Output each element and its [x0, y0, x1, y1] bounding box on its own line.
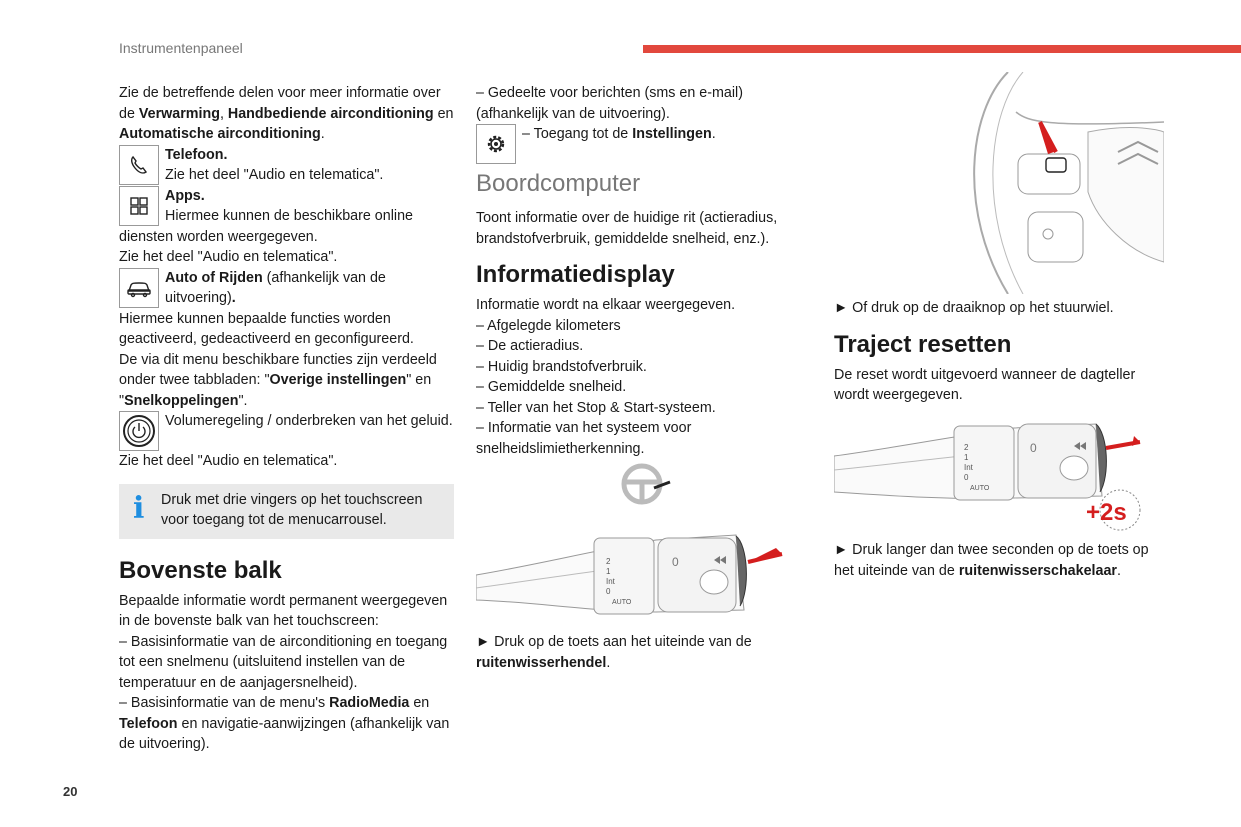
auto-end: .: [231, 290, 236, 306]
instellingen-row: – Toegang tot de Instellingen.: [476, 124, 796, 164]
column-middle: [476, 83, 796, 459]
auto-row: [119, 268, 454, 309]
steering-wheel-illustration: [968, 72, 1164, 294]
volume-ref: Zie het deel "Audio en telematica".: [119, 453, 338, 469]
instellingen-bold: Instellingen: [632, 126, 712, 142]
informatiedisplay-heading: Informatiedisplay: [476, 261, 675, 288]
bovenste-p2: – Basisinformatie van de airconditioning en toegang tot een snelmenu (uitsluitend instellen van de temperatuur en de aanjagersnelheid).: [119, 633, 448, 691]
stalk2-label-auto: AUTO: [970, 485, 990, 492]
telefoon-row: [119, 145, 454, 186]
stalk2-label-0: 0: [964, 473, 969, 482]
draaiknop-text: ► Of druk op de draaiknop op het stuurwiel.: [834, 300, 1114, 316]
svg-text:0: 0: [672, 555, 679, 569]
stalk-label-auto: AUTO: [612, 599, 632, 606]
auto-desc-tabs: De via dit menu beschikbare functies zijn verdeeld onder twee tabbladen: "Overige instellingen" en "Snelkoppelingen".: [119, 351, 437, 409]
info-intro: Informatie wordt na elkaar weergegeven.: [476, 297, 736, 313]
apps-title: Apps.: [165, 187, 205, 204]
stalk-label-int: Int: [606, 577, 615, 586]
power-volume-icon: [119, 411, 159, 451]
auto-desc: Hiermee kunnen bepaalde functies worden geactiveerd, gedeactiveerd en geconfigureerd.: [119, 310, 414, 347]
boordcomputer-text: Toont informatie over de huidige rit (actieradius, brandstofverbruik, gemiddelde snelheid, enz.).: [476, 210, 778, 247]
info-list-item: – Huidig brandstofverbruik.: [476, 358, 647, 375]
auto-text: (afhankelijk van de uitvoering): [165, 269, 386, 306]
info-icon: i: [133, 490, 145, 526]
auto-title: Auto of Rijden: [165, 269, 263, 286]
wiper-stalk-illustration-2: [834, 416, 1144, 532]
volume-row: [119, 411, 454, 451]
info-note-box: [119, 484, 454, 539]
boordcomputer-heading: Boordcomputer: [476, 170, 641, 197]
traject-text: De reset wordt uitgevoerd wanneer de dagteller wordt weergegeven.: [834, 366, 1136, 403]
info-list-item: – De actieradius.: [476, 338, 584, 354]
telefoon-title: Telefoon.: [165, 146, 228, 163]
traject-resetten-heading: Traject resetten: [834, 330, 1012, 358]
steering-wheel-icon: [618, 462, 672, 506]
svg-text:0: 0: [1030, 441, 1037, 455]
stalk-label-2: 2: [606, 557, 611, 566]
info-list-item: – Informatie van het systeem voor snelheidslimietherkenning.: [476, 420, 692, 457]
bovenste-balk-heading: Bovenste balk: [119, 556, 282, 584]
info-list-item: – Gemiddelde snelheid.: [476, 379, 627, 395]
bovenste-p1: Bepaalde informatie wordt permanent weergegeven in de bovenste balk van het touchscreen:: [119, 592, 448, 629]
instellingen-text: – Toegang tot de: [522, 126, 633, 142]
info-list-item: – Afgelegde kilometers: [476, 317, 621, 334]
stalk2-label-1: 1: [964, 453, 969, 462]
druk-paragraph: ► Druk op de toets aan het uiteinde van de ruitenwisserhendel.: [476, 634, 752, 671]
settings-gear-icon: [476, 124, 516, 164]
column-right: [834, 298, 1164, 406]
bovenste-p3: – Basisinformatie van de menu's RadioMedia en Telefoon en navigatie-aanwijzingen (afhankelijk van de uitvoering).: [119, 695, 450, 752]
stalk-label-0: 0: [606, 587, 611, 596]
volume-text: Volumeregeling / onderbreken van het geluid.: [165, 413, 453, 429]
apps-text: Hiermee kunnen de beschikbare online: [165, 208, 413, 224]
section-title: Instrumentenpaneel: [119, 40, 243, 56]
header-accent-bar: [643, 45, 1241, 53]
stalk-label-1: 1: [606, 567, 611, 576]
info-note-text: Druk met drie vingers op het touchscreen voor toegang tot de menucarrousel.: [161, 491, 423, 528]
page-number: 20: [63, 784, 78, 799]
intro-paragraph: Zie de betreffende delen voor meer informatie over de Verwarming, Handbediende airconditioning en Automatische airconditioning.: [119, 85, 454, 142]
stalk2-label-2: 2: [964, 443, 969, 452]
car-icon: [119, 268, 159, 308]
apps-ref: Zie het deel "Audio en telematica".: [119, 249, 338, 265]
plus-two-seconds-badge: +2s: [1086, 499, 1127, 526]
column-left: [119, 83, 454, 755]
apps-text-cont: diensten worden weergegeven.: [119, 228, 318, 245]
apps-grid-icon: [119, 186, 159, 226]
phone-icon: [119, 145, 159, 185]
info-list-item: – Teller van het Stop & Start-systeem.: [476, 399, 716, 416]
stalk2-label-int: Int: [964, 463, 973, 472]
wiper-stalk-illustration: [476, 520, 786, 630]
apps-row: [119, 186, 454, 227]
langer-paragraph: ► Druk langer dan twee seconden op de toets op het uiteinde van de ruitenwisserschakelaar.: [834, 542, 1149, 579]
info-list: [476, 316, 796, 460]
telefoon-text: Zie het deel "Audio en telematica".: [165, 167, 384, 183]
berichten-text: – Gedeelte voor berichten (sms en e-mail) (afhankelijk van de uitvoering).: [476, 85, 743, 122]
